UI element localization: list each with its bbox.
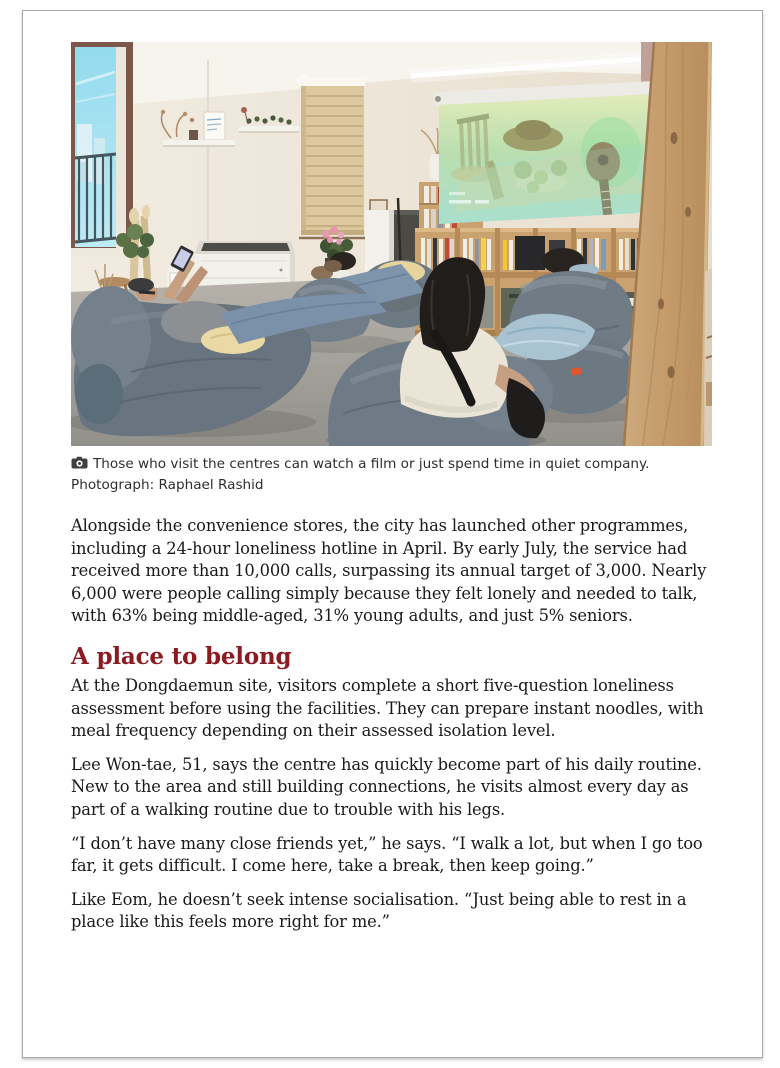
lounge-scene-illustration	[71, 42, 712, 446]
paragraph-quote-friends: “I don’t have many close friends yet,” he says. “I walk a lot, but when I go too far, it gets difficult. I come here, take a break, then keep going.”	[71, 833, 703, 876]
article-content	[71, 42, 712, 945]
article-photo	[71, 42, 712, 446]
article-body	[71, 515, 712, 934]
window-blind	[299, 78, 367, 238]
page-frame	[22, 10, 763, 1058]
photo-caption-text: Those who visit the centres can watch a film or just spend time in quiet company. Photograph: Raphael Rashid	[71, 456, 650, 493]
paragraph-assessment: At the Dongdaemun site, visitors complete a short five-question loneliness assessment before using the facilities. They can prepare instant noodles, with meal frequency depending on their assessed isolation level.	[71, 675, 704, 741]
paragraph-quote-rest: Like Eom, he doesn’t seek intense socialisation. “Just being able to rest in a place like this feels more right for me.”	[71, 889, 687, 932]
air-conditioner	[195, 241, 295, 285]
section-heading: A place to belong	[71, 642, 292, 670]
projector-screen	[435, 81, 657, 224]
camera-icon	[71, 456, 88, 476]
paragraph-intro: Alongside the convenience stores, the city has launched other programmes, including a 24-hour loneliness hotline in April. By early July, the service had received more than 10,000 calls, surpassing its annual target of 3,000. Nearly 6,000 were people calling simply because they felt lonely and needed to talk, with 63% being middle-aged, 31% young adults, and just 5% seniors.	[71, 516, 707, 626]
paragraph-lee-wontae: Lee Won-tae, 51, says the centre has quickly become part of his daily routine. New to the area and still building connections, he visits almost every day as part of a walking routine due to trouble with his legs.	[71, 754, 702, 819]
article-figure	[71, 42, 712, 495]
photo-caption	[71, 455, 712, 495]
window	[71, 42, 135, 257]
